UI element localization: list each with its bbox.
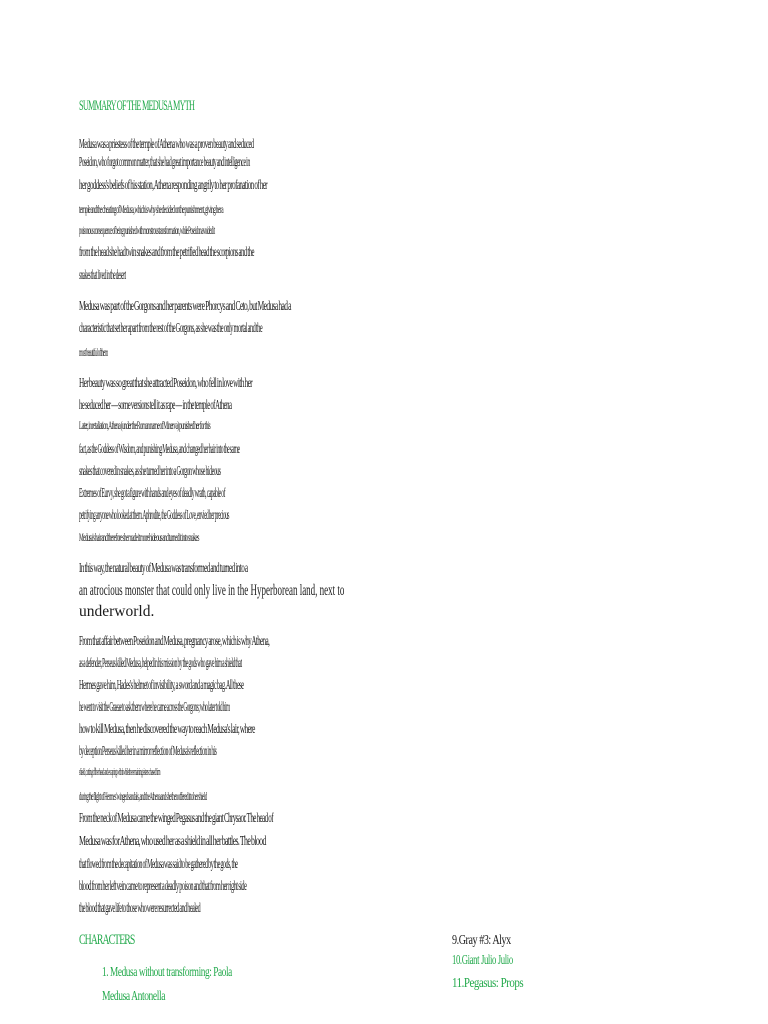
character-list-item: 9.Gray #3: Alyx [452,933,511,948]
paragraph-line: Medusa was for Athena, who used her as a shield in all her battles. The blood [79,834,266,849]
paragraph-line: In this way, the natural beauty of Medusa was transformed and turned into a [79,561,248,576]
paragraph-line: her goddess's beliefs of his station, Athena responding angrily to her profanation of her [79,178,268,193]
document-title: SUMMARY OF THE MEDUSA MYTH [79,98,195,114]
paragraph-line: snakes that lived in the desert [79,268,126,283]
characters-heading: CHARACTERS [79,932,135,948]
paragraph-line: Extremes of Eurvy, she got a figure with hands and eyes of deadly wrath, capable of [79,486,226,501]
paragraph-line: poisonous consequence of being punished with monstrous transformation, while Poseidon avoided it [79,223,215,237]
paragraph-line: from the head she had twin snakes and from the petrified head the scorpions and the [79,245,254,260]
paragraph-line: that flowed from the decapitation of Medusa was said to be gathered by the gods, the [79,857,238,872]
character-list-item: 1. Medusa without transforming: Paola [102,965,232,980]
paragraph-line: blood from her left vein came to represent a deadly poison and that from her right side [79,879,247,894]
paragraph-line: Medusa's hair and therefore she made it more hideous and turned it into snakes [79,530,199,544]
paragraph-line: by deception Perseus killed her in a mirror reflection of Medusa's reflection in his [79,744,217,759]
paragraph-line: characteristic that set her apart from the rest of the Gorgons, as she was the only mortal and the [79,321,263,336]
paragraph-line: Medusa was part of the Gorgons and her parents were Phorcys and Ceto, but Medusa had a [79,299,291,314]
paragraph-line: Later, in retaliation, Athena (under the Roman name of Minerva) punished her for this [79,418,211,432]
paragraph-line: most beautiful of them [79,345,108,359]
paragraph-line: snakes that covered in snakes, as she turned her into a Gorgon whose hideous [79,464,221,479]
paragraph-line: Hermes gave him, Hades's helmet of invisibility, a sword and a magic bag. All these [79,678,244,693]
paragraph-line: shield, cutting off her head and escaping with it while the remaining sisters chased him [79,767,161,778]
paragraph-line: he went to visit the Graeae to ask them where he came across the Gorgons; who later told him [79,700,230,715]
paragraph-line: Her beauty was so great that she attracted Poseidon, who fell in love with her [79,376,253,391]
paragraph-line: the blood that gave life to those who were resurrected and healed [79,901,201,916]
paragraph-line: Medusa was a priestess of the temple of Athena who was a proven beauty and seduced [79,137,254,152]
paragraph-line: petrifying anyone who looked at them. Aphrodite, the Goddess of Love, envied her precious [79,508,230,523]
paragraph-line: how to kill Medusa, then he discovered the way to reach Medusa's lair, where [79,722,255,737]
paragraph-line: during the flight of Hermes' winged sandals, and the Athena and she then offered it to her shield [79,789,207,803]
paragraph-line: he seduced her — some versions tell it as rape — in the temple of Athena [79,398,232,413]
paragraph-line: fact, as the Goddess of Wisdom, and punishing Medusa, and changed her hair into the same [79,442,240,457]
paragraph-line: Poseidon, who forgot common matter, that she had great importance beauty and intelligence in [79,155,250,170]
paragraph-line: temple and the cheating of Medusa, which is why she decided on the punishment, giving her a [79,202,224,216]
paragraph-line: as a defender, Perseus killed Medusa, helped in his mission by the gods who gave him a shield that [79,656,242,671]
character-list-item: 11.Pegasus: Props [452,976,524,991]
character-list-item: 10.Giant Julio Julio [452,953,513,968]
paragraph-line: From the neck of Medusa came the winged Pegasus and the giant Chrysaor. The head of [79,811,273,826]
character-list-item: Medusa Antonella [102,989,166,1004]
paragraph-line: an atrocious monster that could only live in the Hyperborean land, next to [79,582,345,599]
paragraph-line: From that affair between Poseidon and Medusa, pregnancy arose, which is why Athena, [79,634,270,649]
paragraph-line: underworld. [79,603,155,620]
